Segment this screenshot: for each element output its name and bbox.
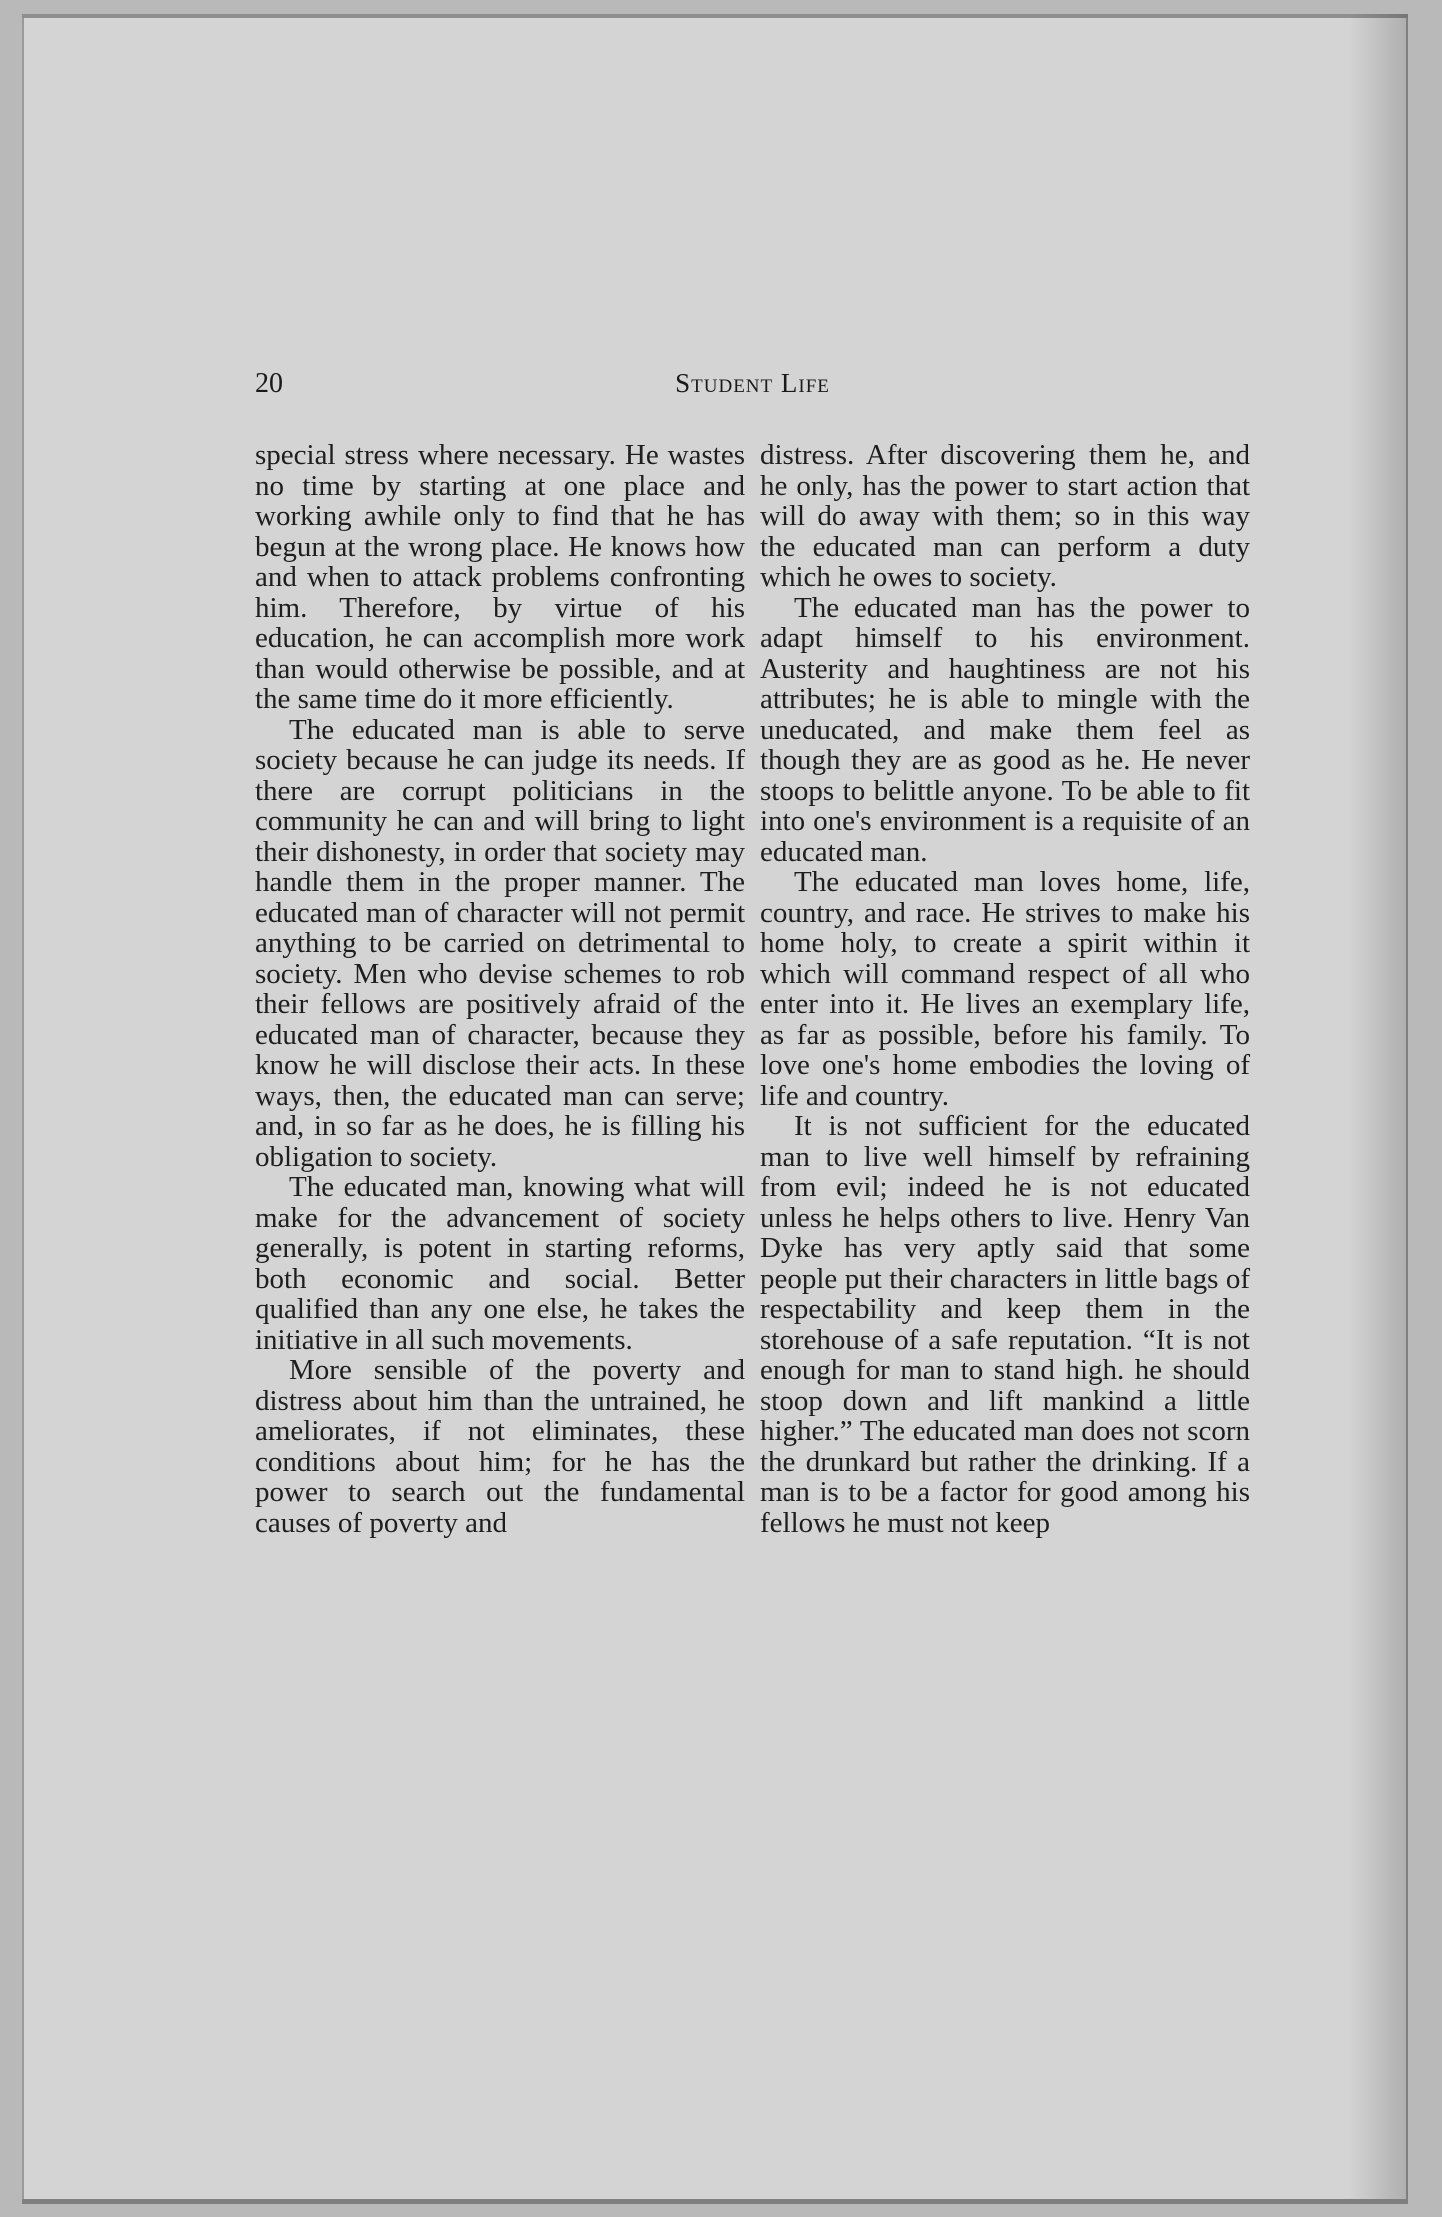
page-header [255,360,1250,410]
page-number: 20 [255,368,283,399]
right-column [760,440,1250,1538]
paragraph: The educated man has the power to adapt himself to his environment. Austerity and haughtiness are not his attributes; he is able to mingle with the uneducated, and make them feel as though they are as good as he. He never stoops to belittle anyone. To be able to fit into one's environment is a requisite of an educated man. [760,591,1250,868]
paragraph: special stress where necessary. He wastes no time by starting at one place and working awhile only to find that he has begun at the wrong place. He knows how and when to attack problems confronting him. Therefore, by virtue of his education, he can accomplish more work than would otherwise be possible, and at the same time do it more efficiently. [255,439,745,715]
paragraph: The educated man loves home, life, country, and race. He strives to make his home holy, to create a spirit within it which will command respect of all who enter into it. He lives an exemplary life, as far as possible, before his family. To love one's home embodies the loving of life and country. [760,866,1250,1112]
paragraph: More sensible of the poverty and distress about him than the untrained, he ameliorates, if not eliminates, these conditions about him; for he has the power to search out the fundamental causes of poverty and [255,1354,745,1539]
paragraph: It is not sufficient for the educated man to live well himself by refraining from evil; indeed he is not educated unless he helps others to live. Henry Van Dyke has very aptly said that some people put their characters in little bags of respectability and keep them in the storehouse of a safe reputation. “It is not enough for man to stand high. he should stoop down and lift mankind a little higher.” The educated man does not scorn the drunkard but rather the drinking. If a man is to be a factor for good among his fellows he must not keep [760,1110,1250,1539]
page-bottom-edge [22,2199,1408,2204]
paragraph: distress. After discovering them he, and he only, has the power to start action that will do away with them; so in this way the educated man can perform a duty which he owes to society. [760,439,1250,593]
paragraph: The educated man, knowing what will make for the advancement of society generally, is potent in starting reforms, both economic and social. Better qualified than any one else, he takes the initiative in all such movements. [255,1171,745,1356]
paragraph: The educated man is able to serve society because he can judge its needs. If there are corrupt politicians in the community he can and will bring to light their dishonesty, in order that society may handle them in the proper manner. The educated man of character will not permit anything to be carried on detrimental to society. Men who devise schemes to rob their fellows are positively afraid of the educated man of character, because they know he will disclose their acts. In these ways, then, the educated man can serve; and, in so far as he does, he is filling his obligation to society. [255,713,745,1173]
left-column [255,440,745,1538]
text-columns [255,440,1250,1538]
running-head: Student Life [675,368,830,398]
page-top-edge [22,14,1408,18]
page-shadow [1348,14,1408,2204]
